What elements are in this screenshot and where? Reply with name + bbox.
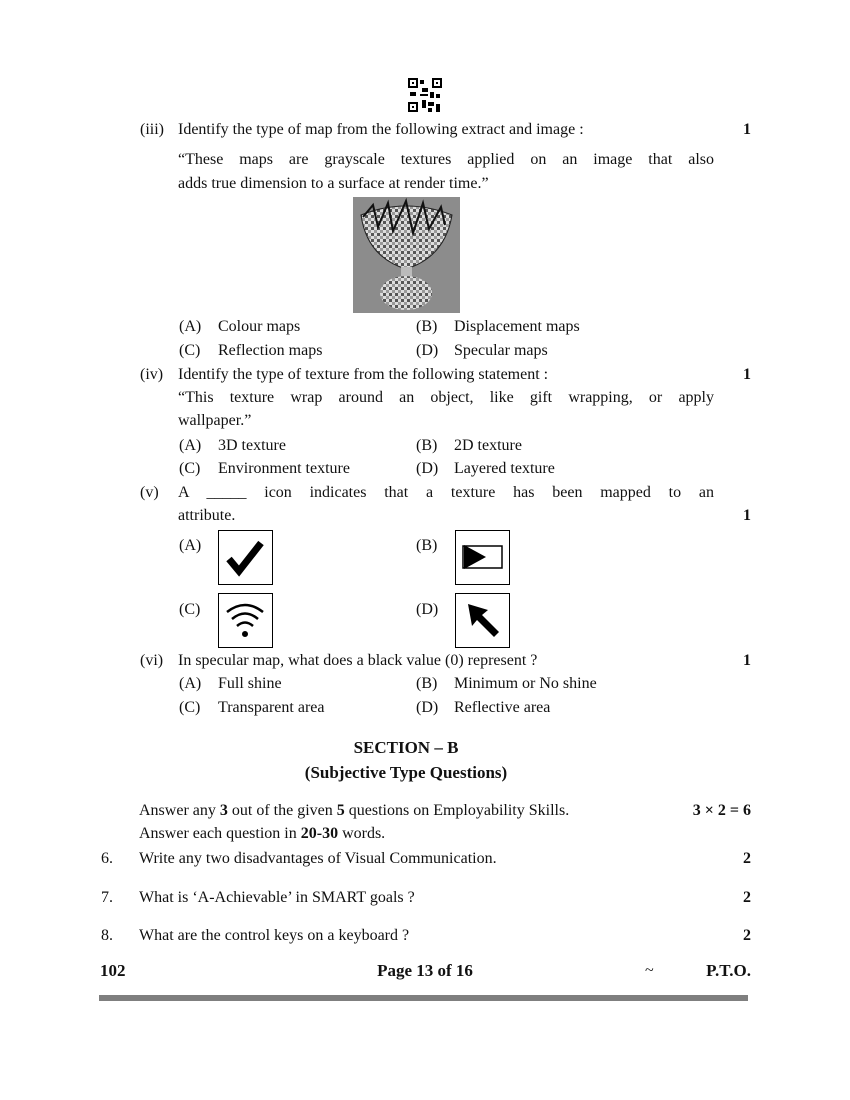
instr-number: 20-30 [300, 825, 339, 842]
instr-text: out of the given [227, 802, 337, 819]
question-number: 6. [101, 850, 113, 867]
quote-line: “This texture wrap around an object, like gift wrapping, or apply [178, 389, 714, 406]
section-subtitle: (Subjective Type Questions) [304, 763, 508, 782]
section-title: SECTION – B [353, 738, 459, 757]
instr-number: 3 [219, 802, 228, 819]
question-text: What is ‘A-Achievable’ in SMART goals ? [139, 889, 415, 906]
option-text: 3D texture [218, 437, 286, 454]
question-text: Identify the type of texture from the following statement : [178, 366, 549, 383]
instructions-line-1 [139, 801, 569, 821]
option-label: (D) [416, 699, 439, 716]
question-text: In specular map, what does a black value (0) represent ? [178, 652, 538, 669]
option-text: 2D texture [454, 437, 522, 454]
question-number: (iii) [140, 121, 164, 138]
option-label: (B) [416, 437, 438, 454]
option-text: Specular maps [454, 342, 548, 359]
option-text: Transparent area [218, 699, 325, 716]
question-number: (v) [140, 484, 159, 501]
option-label: (B) [416, 537, 438, 554]
instr-text: Answer each question in [139, 825, 301, 842]
play-arrow-icon [455, 530, 510, 585]
question-text: Identify the type of map from the following extract and image : [178, 121, 584, 138]
pto: P.T.O. [706, 961, 751, 980]
question-number: 8. [101, 927, 113, 944]
marks: 2 [743, 927, 751, 944]
instr-number: 5 [336, 802, 345, 819]
cursor-arrow-icon [455, 593, 510, 648]
question-number: (iv) [140, 366, 164, 383]
option-text: Environment texture [218, 460, 350, 477]
option-label: (C) [179, 460, 201, 477]
option-label: (C) [179, 342, 201, 359]
option-text: Displacement maps [454, 318, 580, 335]
marks: 1 [743, 366, 751, 383]
option-label: (B) [416, 675, 438, 692]
option-label: (D) [416, 601, 439, 618]
instr-text: Answer any [139, 802, 220, 819]
footer-divider [99, 995, 748, 1001]
option-label: (B) [416, 318, 438, 335]
question-text: What are the control keys on a keyboard ? [139, 927, 410, 944]
quote-line: adds true dimension to a surface at render time.” [178, 175, 489, 192]
quote-line: wallpaper.” [178, 412, 252, 429]
question-text: A _____ icon indicates that a texture has been mapped to an [178, 484, 714, 501]
option-label: (A) [179, 537, 202, 554]
marks: 2 [743, 889, 751, 906]
instr-text: questions on Employability Skills. [344, 802, 570, 819]
option-label: (D) [416, 460, 439, 477]
displacement-map-image [353, 197, 460, 313]
page-number: Page 13 of 16 [377, 961, 473, 980]
question-number: (vi) [140, 652, 164, 669]
marks: 1 [743, 652, 751, 669]
option-text: Minimum or No shine [454, 675, 597, 692]
section-marks: 3 × 2 = 6 [692, 802, 751, 819]
option-label: (A) [179, 437, 202, 454]
marks: 1 [743, 507, 751, 524]
option-text: Reflection maps [218, 342, 323, 359]
marks: 2 [743, 850, 751, 867]
marks: 1 [743, 121, 751, 138]
option-label: (A) [179, 318, 202, 335]
option-text: Colour maps [218, 318, 301, 335]
option-label: (C) [179, 699, 201, 716]
tilde: ~ [645, 962, 654, 979]
paper-code: 102 [100, 961, 126, 980]
question-text: Write any two disadvantages of Visual Communication. [139, 850, 497, 867]
instructions-line-2 [139, 824, 385, 844]
qr-code-icon [408, 78, 442, 112]
option-text: Full shine [218, 675, 282, 692]
option-label: (D) [416, 342, 439, 359]
option-label: (C) [179, 601, 201, 618]
question-text: attribute. [178, 507, 236, 524]
wifi-icon [218, 593, 273, 648]
checkmark-icon [218, 530, 273, 585]
option-text: Layered texture [454, 460, 555, 477]
quote-line: “These maps are grayscale textures applied on an image that also [178, 151, 714, 168]
instr-text: words. [338, 825, 386, 842]
option-label: (A) [179, 675, 202, 692]
option-text: Reflective area [454, 699, 551, 716]
question-number: 7. [101, 889, 113, 906]
